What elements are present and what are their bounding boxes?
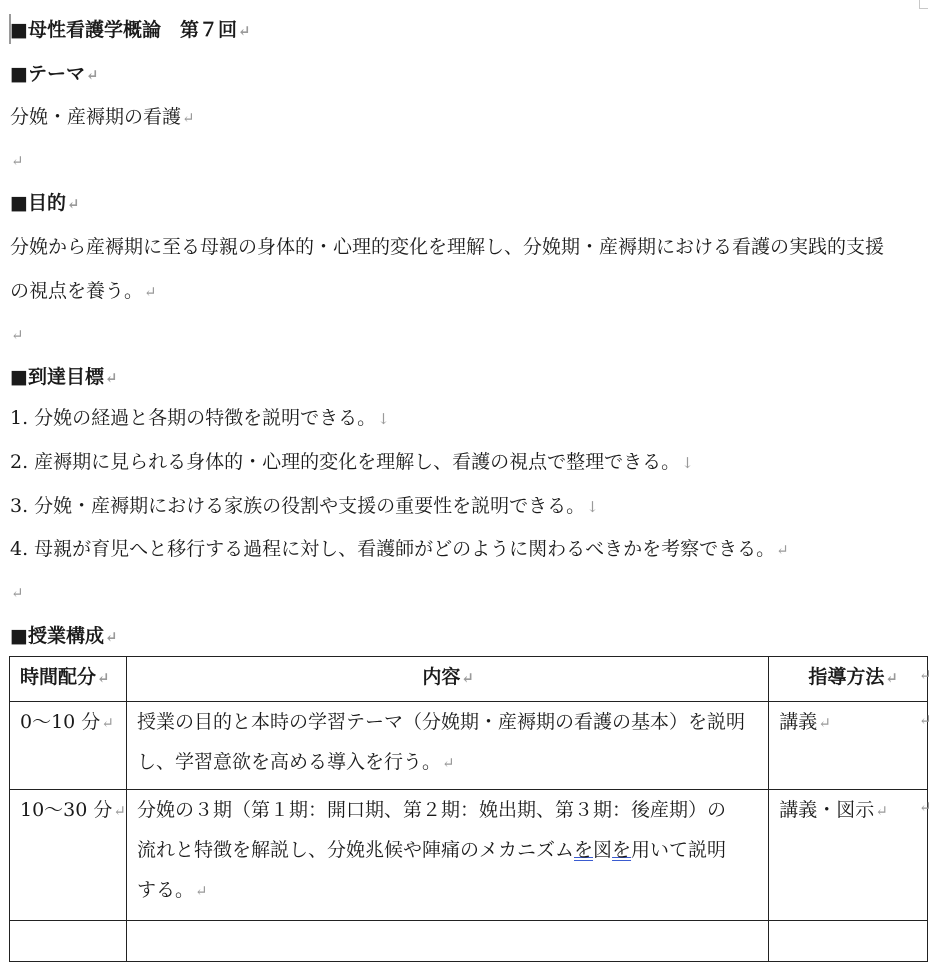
cell-content[interactable] bbox=[126, 921, 768, 962]
table-row bbox=[10, 702, 928, 790]
theme-heading[interactable]: ■テーマ↵ bbox=[10, 63, 99, 85]
goal-item[interactable]: 1. 分娩の経過と各期の特徴を説明できる。↓ bbox=[10, 407, 390, 429]
empty-paragraph[interactable]: ↵ bbox=[11, 584, 24, 602]
page-corner-mark bbox=[919, 0, 928, 9]
cell-method[interactable]: 講義↵ bbox=[769, 702, 928, 790]
table-row bbox=[10, 921, 928, 962]
purpose-heading[interactable]: ■目的↵ bbox=[10, 192, 80, 214]
table-header-row bbox=[10, 657, 928, 702]
header-method[interactable]: 指導方法↵ bbox=[769, 657, 928, 702]
empty-paragraph[interactable]: ↵ bbox=[11, 326, 24, 344]
paragraph-mark: ↵ bbox=[237, 22, 251, 40]
cell-method[interactable]: 講義・図示↵ bbox=[769, 790, 928, 921]
purpose-text-line1[interactable]: 分娩から産褥期に至る母親の身体的・心理的変化を理解し、分娩期・産褥期における看護の実践的支援 bbox=[10, 236, 885, 258]
purpose-text-line2[interactable]: の視点を養う。↵ bbox=[10, 280, 157, 302]
lesson-table bbox=[9, 656, 928, 962]
goal-item[interactable]: 4. 母親が育児へと移行する過程に対し、看護師がどのように関わるべきかを考察できる。↵ bbox=[10, 538, 789, 560]
cell-method[interactable] bbox=[769, 921, 928, 962]
cell-content[interactable]: 授業の目的と本時の学習テーマ（分娩期・産褥期の看護の基本）を説明 し、学習意欲を高める導入を行う。↵ bbox=[126, 702, 768, 790]
row-end-mark: ↵ bbox=[919, 798, 932, 816]
header-time[interactable]: 時間配分↵ bbox=[10, 657, 127, 702]
lesson-heading[interactable]: ■授業構成↵ bbox=[10, 625, 118, 647]
table-row bbox=[10, 790, 928, 921]
goals-heading[interactable]: ■到達目標↵ bbox=[10, 366, 118, 388]
goal-item[interactable]: 3. 分娩・産褥期における家族の役割や支援の重要性を説明できる。↓ bbox=[10, 495, 599, 517]
cell-time[interactable]: 10～30 分↵ bbox=[10, 790, 127, 921]
empty-paragraph[interactable]: ↵ bbox=[11, 152, 24, 170]
cell-time[interactable] bbox=[10, 921, 127, 962]
cell-time[interactable]: 0～10 分↵ bbox=[10, 702, 127, 790]
theme-text[interactable]: 分娩・産褥期の看護↵ bbox=[10, 106, 195, 128]
doc-title[interactable]: ■母性看護学概論 第７回↵ bbox=[10, 19, 251, 41]
grammar-underline[interactable]: を bbox=[612, 839, 632, 861]
goal-item[interactable]: 2. 産褥期に見られる身体的・心理的変化を理解し、看護の視点で整理できる。↓ bbox=[10, 451, 694, 473]
header-content[interactable]: 内容↵ bbox=[126, 657, 768, 702]
row-end-mark: ↵ bbox=[919, 711, 932, 729]
row-end-mark: ↵ bbox=[919, 666, 932, 684]
grammar-underline[interactable]: を bbox=[574, 839, 594, 861]
cell-content[interactable]: 分娩の３期（第１期：開口期、第２期：娩出期、第３期：後産期）の 流れと特徴を解説し、分娩兆候や陣痛のメカニズムを図を用いて説明 する。↵ bbox=[126, 790, 768, 921]
